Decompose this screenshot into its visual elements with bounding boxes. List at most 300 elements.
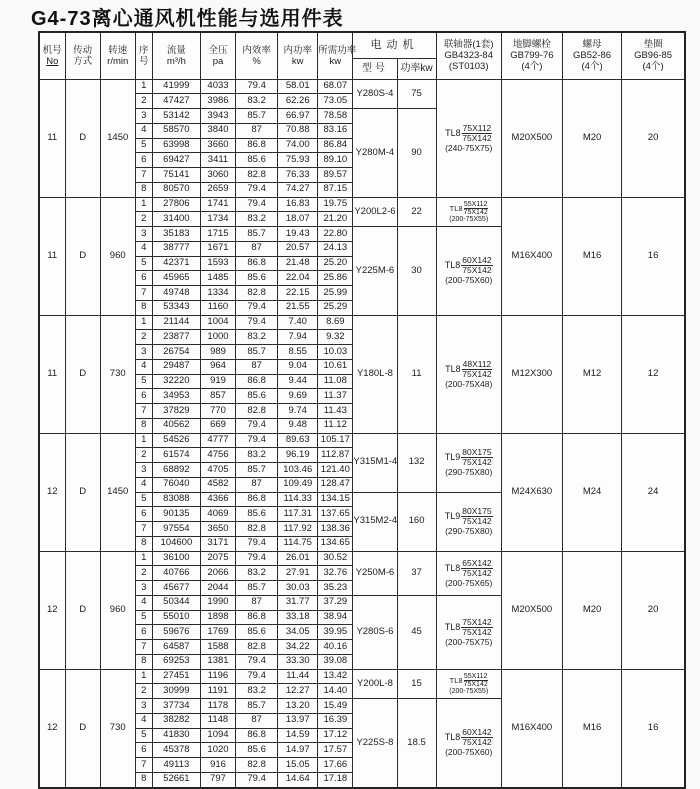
coupling-spec <box>437 559 501 578</box>
coupling-type: TL9 <box>444 511 461 521</box>
flow-cell: 53343 <box>152 300 200 315</box>
pressure-cell: 770 <box>200 404 235 419</box>
flow-cell: 64587 <box>152 640 200 655</box>
efficiency-cell: 82.8 <box>236 286 278 301</box>
col-header-seq <box>135 32 152 79</box>
drive-mode-cell: D <box>65 197 100 315</box>
coupling-size-fraction: $\frac{48X112}{75X142}$ <box>462 358 492 379</box>
pressure-cell: 1898 <box>200 610 235 625</box>
required-power-cell: 112.87 <box>318 448 353 463</box>
motor-power-cell: 90 <box>397 109 436 198</box>
required-power-cell: 15.49 <box>318 699 353 714</box>
seq-cell: 6 <box>135 271 152 286</box>
internal-power-cell: 31.77 <box>278 595 318 610</box>
flow-cell: 53142 <box>152 109 200 124</box>
coupling-size-fraction: $\frac{75X142}{75X142}$ <box>462 616 492 637</box>
efficiency-cell: 85.6 <box>236 153 278 168</box>
efficiency-cell: 85.7 <box>236 227 278 242</box>
efficiency-cell: 85.7 <box>236 109 278 124</box>
seq-cell: 1 <box>135 197 152 212</box>
seq-cell: 8 <box>135 654 152 669</box>
seq-cell: 3 <box>135 581 152 596</box>
coupling-spec <box>437 448 501 467</box>
pressure-cell: 4582 <box>200 477 235 492</box>
seq-cell: 7 <box>135 522 152 537</box>
speed-cell: 730 <box>100 315 135 433</box>
seq-cell: 3 <box>135 345 152 360</box>
col-header-machine_no-line: 机号 <box>42 44 62 56</box>
internal-power-cell: 117.92 <box>278 522 318 537</box>
efficiency-cell: 79.4 <box>236 418 278 433</box>
internal-power-cell: 14.97 <box>278 743 318 758</box>
internal-power-cell: 103.46 <box>278 463 318 478</box>
required-power-cell: 17.57 <box>318 743 353 758</box>
required-power-cell: 37.29 <box>318 595 353 610</box>
col-header-coupling-line: (ST0103) <box>448 61 489 73</box>
coupling-spec <box>437 507 501 526</box>
flow-cell: 104600 <box>152 536 200 551</box>
seq-cell: 6 <box>135 625 152 640</box>
washer-cell: 16 <box>622 197 685 315</box>
efficiency-cell: 79.4 <box>236 197 278 212</box>
coupling-cell <box>436 433 501 492</box>
required-power-cell: 128.47 <box>318 477 353 492</box>
col-header-internal_power-line: 内功率 <box>283 44 312 56</box>
coupling-type: TL9 <box>444 452 461 462</box>
col-header-internal_power <box>278 32 318 79</box>
pressure-cell: 1004 <box>200 315 235 330</box>
pressure-cell: 2075 <box>200 551 235 566</box>
efficiency-cell: 79.4 <box>236 772 278 787</box>
table-row <box>39 551 685 566</box>
required-power-cell: 68.07 <box>318 79 353 94</box>
pressure-cell: 1160 <box>200 300 235 315</box>
coupling-spec <box>437 673 501 688</box>
coupling-spec <box>437 618 501 637</box>
required-power-cell: 25.86 <box>318 271 353 286</box>
machine-no-cell: 11 <box>39 79 65 197</box>
col-header-drive-line: 方式 <box>73 55 93 67</box>
seq-cell: 1 <box>135 551 152 566</box>
seq-cell: 8 <box>135 536 152 551</box>
flow-cell: 42371 <box>152 256 200 271</box>
coupling-cell <box>436 227 501 316</box>
required-power-cell: 78.58 <box>318 109 353 124</box>
internal-power-cell: 22.15 <box>278 286 318 301</box>
seq-cell: 1 <box>135 79 152 94</box>
flow-cell: 27451 <box>152 669 200 684</box>
motor-model-cell: Y315M1-4 <box>353 433 397 492</box>
internal-power-cell: 9.04 <box>278 359 318 374</box>
flow-cell: 52661 <box>152 772 200 787</box>
motor-power-cell: 18.5 <box>397 699 436 788</box>
internal-power-cell: 9.48 <box>278 418 318 433</box>
coupling-type: TL8 <box>449 203 463 213</box>
efficiency-cell: 79.4 <box>236 182 278 197</box>
pressure-cell: 2044 <box>200 581 235 596</box>
motor-model-cell: Y280S-4 <box>353 79 397 109</box>
col-header-washer-line: 垫圈 <box>643 39 663 51</box>
flow-cell: 49748 <box>152 286 200 301</box>
seq-cell: 7 <box>135 286 152 301</box>
required-power-cell: 17.66 <box>318 758 353 773</box>
pressure-cell: 1178 <box>200 699 235 714</box>
anchor-bolt-cell: M12X300 <box>501 315 562 433</box>
col-header-machine_no <box>39 32 65 79</box>
efficiency-cell: 85.6 <box>236 743 278 758</box>
efficiency-cell: 85.7 <box>236 463 278 478</box>
efficiency-cell: 87 <box>236 595 278 610</box>
coupling-note: (200-75X55) <box>449 687 489 695</box>
washer-cell: 20 <box>622 79 685 197</box>
internal-power-cell: 13.97 <box>278 713 318 728</box>
coupling-note: (200-75X60) <box>445 275 493 286</box>
efficiency-cell: 85.7 <box>236 345 278 360</box>
required-power-cell: 35.23 <box>318 581 353 596</box>
internal-power-cell: 34.05 <box>278 625 318 640</box>
coupling-cell <box>436 79 501 197</box>
table-row <box>39 433 685 448</box>
coupling-note: (200-75X75) <box>445 636 493 647</box>
efficiency-cell: 79.4 <box>236 79 278 94</box>
col-header-efficiency-line: 内效率 <box>242 44 271 56</box>
internal-power-cell: 9.44 <box>278 374 318 389</box>
seq-cell: 8 <box>135 182 152 197</box>
pressure-cell: 1671 <box>200 241 235 256</box>
required-power-cell: 89.57 <box>318 168 353 183</box>
efficiency-cell: 87 <box>236 123 278 138</box>
motor-power-cell: 132 <box>397 433 436 492</box>
washer-cell: 12 <box>622 315 685 433</box>
speed-cell: 960 <box>100 197 135 315</box>
coupling-cell <box>436 197 501 227</box>
washer-cell: 20 <box>622 551 685 669</box>
flow-cell: 23877 <box>152 330 200 345</box>
internal-power-cell: 26.01 <box>278 551 318 566</box>
internal-power-cell: 33.30 <box>278 654 318 669</box>
motor-power-cell: 37 <box>397 551 436 595</box>
seq-cell: 2 <box>135 684 152 699</box>
coupling-note: (200-75X55) <box>449 215 489 223</box>
coupling-type: TL8 <box>449 675 463 685</box>
seq-cell: 6 <box>135 389 152 404</box>
seq-cell: 4 <box>135 595 152 610</box>
efficiency-cell: 79.4 <box>236 433 278 448</box>
col-header-motor-power: 功率kw <box>397 58 436 79</box>
required-power-cell: 86.84 <box>318 138 353 153</box>
coupling-cell <box>436 315 501 433</box>
table-head <box>39 32 685 79</box>
pressure-cell: 3986 <box>200 94 235 109</box>
nut-cell: M20 <box>562 551 621 669</box>
efficiency-cell: 87 <box>236 713 278 728</box>
pressure-cell: 857 <box>200 389 235 404</box>
efficiency-cell: 86.8 <box>236 256 278 271</box>
pressure-cell: 3650 <box>200 522 235 537</box>
internal-power-cell: 76.33 <box>278 168 318 183</box>
speed-cell: 1450 <box>100 79 135 197</box>
coupling-size-fraction: $\frac{80X175}{75X142}$ <box>462 506 492 526</box>
internal-power-cell: 7.40 <box>278 315 318 330</box>
seq-cell: 2 <box>135 330 152 345</box>
seq-cell: 5 <box>135 610 152 625</box>
pressure-cell: 4366 <box>200 492 235 507</box>
pressure-cell: 3060 <box>200 168 235 183</box>
efficiency-cell: 82.8 <box>236 404 278 419</box>
flow-cell: 45965 <box>152 271 200 286</box>
flow-cell: 37829 <box>152 404 200 419</box>
pressure-cell: 1381 <box>200 654 235 669</box>
anchor-bolt-cell: M16X400 <box>501 669 562 788</box>
flow-cell: 35183 <box>152 227 200 242</box>
internal-power-cell: 33.18 <box>278 610 318 625</box>
seq-cell: 8 <box>135 772 152 787</box>
seq-cell: 3 <box>135 227 152 242</box>
required-power-cell: 83.16 <box>318 123 353 138</box>
pressure-cell: 3943 <box>200 109 235 124</box>
coupling-size-fraction: $\frac{80X175}{75X142}$ <box>462 447 492 467</box>
col-header-nut <box>562 32 621 79</box>
col-header-coupling-line: 联轴器(1套) <box>443 39 494 51</box>
coupling-spec <box>437 256 501 275</box>
motor-power-cell: 22 <box>397 197 436 227</box>
coupling-type: TL8 <box>444 562 461 573</box>
motor-model-cell: Y280M-4 <box>353 109 397 198</box>
table-row <box>39 669 685 684</box>
nut-cell: M20 <box>562 79 621 197</box>
seq-cell: 2 <box>135 212 152 227</box>
seq-cell: 4 <box>135 359 152 374</box>
flow-cell: 55010 <box>152 610 200 625</box>
seq-cell: 3 <box>135 463 152 478</box>
flow-cell: 75141 <box>152 168 200 183</box>
efficiency-cell: 83.2 <box>236 94 278 109</box>
flow-cell: 31400 <box>152 212 200 227</box>
required-power-cell: 17.12 <box>318 728 353 743</box>
pressure-cell: 4777 <box>200 433 235 448</box>
seq-cell: 1 <box>135 433 152 448</box>
motor-power-cell: 160 <box>397 492 436 551</box>
washer-cell: 16 <box>622 669 685 788</box>
required-power-cell: 39.08 <box>318 654 353 669</box>
coupling-type: TL8 <box>445 127 461 138</box>
pressure-cell: 4705 <box>200 463 235 478</box>
flow-cell: 37734 <box>152 699 200 714</box>
internal-power-cell: 8.55 <box>278 345 318 360</box>
motor-power-cell: 15 <box>397 669 436 699</box>
internal-power-cell: 109.49 <box>278 477 318 492</box>
motor-model-cell: Y200L-8 <box>353 669 397 699</box>
internal-power-cell: 70.88 <box>278 123 318 138</box>
internal-power-cell: 66.97 <box>278 109 318 124</box>
internal-power-cell: 22.04 <box>278 271 318 286</box>
machine-no-cell: 12 <box>39 669 65 788</box>
coupling-note: (200-75X48) <box>445 378 493 389</box>
required-power-cell: 30.52 <box>318 551 353 566</box>
flow-cell: 54526 <box>152 433 200 448</box>
internal-power-cell: 19.43 <box>278 227 318 242</box>
efficiency-cell: 83.2 <box>236 448 278 463</box>
coupling-type: TL8 <box>444 260 461 271</box>
col-header-washer-line: (4个) <box>642 61 664 73</box>
required-power-cell: 134.15 <box>318 492 353 507</box>
required-power-cell: 40.16 <box>318 640 353 655</box>
coupling-note: (290-75X80) <box>445 526 493 536</box>
flow-cell: 30999 <box>152 684 200 699</box>
internal-power-cell: 14.59 <box>278 728 318 743</box>
col-header-drive-line: 传动 <box>73 44 93 56</box>
seq-cell: 6 <box>135 153 152 168</box>
required-power-cell: 9.32 <box>318 330 353 345</box>
col-header-required_power <box>318 32 357 79</box>
seq-cell: 3 <box>135 109 152 124</box>
seq-cell: 2 <box>135 94 152 109</box>
nut-cell: M16 <box>562 197 621 315</box>
required-power-cell: 39.95 <box>318 625 353 640</box>
efficiency-cell: 85.7 <box>236 581 278 596</box>
col-header-motor-model: 型号 <box>353 58 397 79</box>
col-header-required_power-line: kw <box>329 55 342 67</box>
col-header-flow-line: m³/h <box>166 55 186 67</box>
coupling-note: (240-75X75) <box>445 142 493 153</box>
col-header-nut-line: (4个) <box>581 61 603 73</box>
drive-mode-cell: D <box>65 669 100 788</box>
internal-power-cell: 15.05 <box>278 758 318 773</box>
flow-cell: 63998 <box>152 138 200 153</box>
flow-cell: 26754 <box>152 345 200 360</box>
seq-cell: 3 <box>135 699 152 714</box>
pressure-cell: 3171 <box>200 536 235 551</box>
efficiency-cell: 82.8 <box>236 758 278 773</box>
coupling-size-fraction: $\frac{55X112}{75X142}$ <box>463 672 488 688</box>
seq-cell: 6 <box>135 507 152 522</box>
internal-power-cell: 117.31 <box>278 507 318 522</box>
coupling-type: TL8 <box>444 732 461 743</box>
coupling-note: (200-75X60) <box>445 747 493 758</box>
flow-cell: 38777 <box>152 241 200 256</box>
pressure-cell: 1334 <box>200 286 235 301</box>
col-header-pressure-line: pa <box>212 55 224 67</box>
efficiency-cell: 87 <box>236 359 278 374</box>
table-body <box>39 79 685 788</box>
anchor-bolt-cell: M20X500 <box>501 79 562 197</box>
pressure-cell: 3840 <box>200 123 235 138</box>
motor-model-cell: Y250M-6 <box>353 551 397 595</box>
col-header-seq-line: 序 <box>139 44 149 56</box>
required-power-cell: 17.18 <box>318 772 353 787</box>
coupling-size-fraction: $\frac{75X112}{75X142}$ <box>462 122 492 143</box>
internal-power-cell: 12.27 <box>278 684 318 699</box>
seq-cell: 4 <box>135 241 152 256</box>
pressure-cell: 989 <box>200 345 235 360</box>
coupling-size-fraction: $\frac{55X112}{75X142}$ <box>463 200 488 216</box>
speed-cell: 730 <box>100 669 135 788</box>
flow-cell: 50344 <box>152 595 200 610</box>
efficiency-cell: 86.8 <box>236 492 278 507</box>
required-power-cell: 32.76 <box>318 566 353 581</box>
seq-cell: 1 <box>135 315 152 330</box>
anchor-bolt-cell: M24X630 <box>501 433 562 551</box>
col-header-pressure <box>200 32 235 79</box>
pressure-cell: 4033 <box>200 79 235 94</box>
coupling-spec <box>437 201 501 216</box>
col-header-required_power-line: 所需功率 <box>318 44 357 56</box>
required-power-cell: 134.65 <box>318 536 353 551</box>
flow-cell: 40562 <box>152 418 200 433</box>
internal-power-cell: 74.00 <box>278 138 318 153</box>
table-row <box>39 315 685 330</box>
internal-power-cell: 114.75 <box>278 536 318 551</box>
flow-cell: 45677 <box>152 581 200 596</box>
pressure-cell: 3660 <box>200 138 235 153</box>
anchor-bolt-cell: M20X500 <box>501 551 562 669</box>
internal-power-cell: 14.64 <box>278 772 318 787</box>
efficiency-cell: 83.2 <box>236 566 278 581</box>
efficiency-cell: 79.4 <box>236 300 278 315</box>
seq-cell: 4 <box>135 713 152 728</box>
required-power-cell: 16.39 <box>318 713 353 728</box>
coupling-note: (290-75X80) <box>445 467 493 477</box>
motor-power-cell: 11 <box>397 315 436 433</box>
efficiency-cell: 86.8 <box>236 374 278 389</box>
efficiency-cell: 87 <box>236 241 278 256</box>
pressure-cell: 1990 <box>200 595 235 610</box>
internal-power-cell: 75.93 <box>278 153 318 168</box>
coupling-note: (200-75X65) <box>445 577 493 588</box>
coupling-size-fraction: $\frac{60X142}{75X142}$ <box>462 255 492 276</box>
motor-model-cell: Y315M2-4 <box>353 492 397 551</box>
col-header-seq-line: 号 <box>139 55 149 67</box>
internal-power-cell: 96.19 <box>278 448 318 463</box>
flow-cell: 41830 <box>152 728 200 743</box>
internal-power-cell: 7.94 <box>278 330 318 345</box>
pressure-cell: 1769 <box>200 625 235 640</box>
coupling-spec <box>437 360 501 379</box>
pressure-cell: 669 <box>200 418 235 433</box>
required-power-cell: 11.08 <box>318 374 353 389</box>
flow-cell: 90135 <box>152 507 200 522</box>
seq-cell: 5 <box>135 256 152 271</box>
col-header-efficiency <box>236 32 278 79</box>
required-power-cell: 73.05 <box>318 94 353 109</box>
table-row <box>39 79 685 94</box>
nut-cell: M12 <box>562 315 621 433</box>
pressure-cell: 916 <box>200 758 235 773</box>
seq-cell: 8 <box>135 418 152 433</box>
nut-cell: M16 <box>562 669 621 788</box>
pressure-cell: 797 <box>200 772 235 787</box>
flow-cell: 21144 <box>152 315 200 330</box>
coupling-size-fraction: $\frac{65X142}{75X142}$ <box>462 557 492 578</box>
internal-power-cell: 74.27 <box>278 182 318 197</box>
efficiency-cell: 79.4 <box>236 654 278 669</box>
required-power-cell: 38.94 <box>318 610 353 625</box>
flow-cell: 40766 <box>152 566 200 581</box>
internal-power-cell: 89.63 <box>278 433 318 448</box>
flow-cell: 27806 <box>152 197 200 212</box>
pressure-cell: 1715 <box>200 227 235 242</box>
pressure-cell: 1741 <box>200 197 235 212</box>
pressure-cell: 4069 <box>200 507 235 522</box>
pressure-cell: 1485 <box>200 271 235 286</box>
col-header-flow-line: 流量 <box>166 44 186 56</box>
required-power-cell: 25.20 <box>318 256 353 271</box>
seq-cell: 5 <box>135 374 152 389</box>
required-power-cell: 138.36 <box>318 522 353 537</box>
page-title: G4-73离心通风机性能与选用件表 <box>31 8 344 30</box>
col-header-pressure-line: 全压 <box>208 44 228 56</box>
efficiency-cell: 86.8 <box>236 728 278 743</box>
